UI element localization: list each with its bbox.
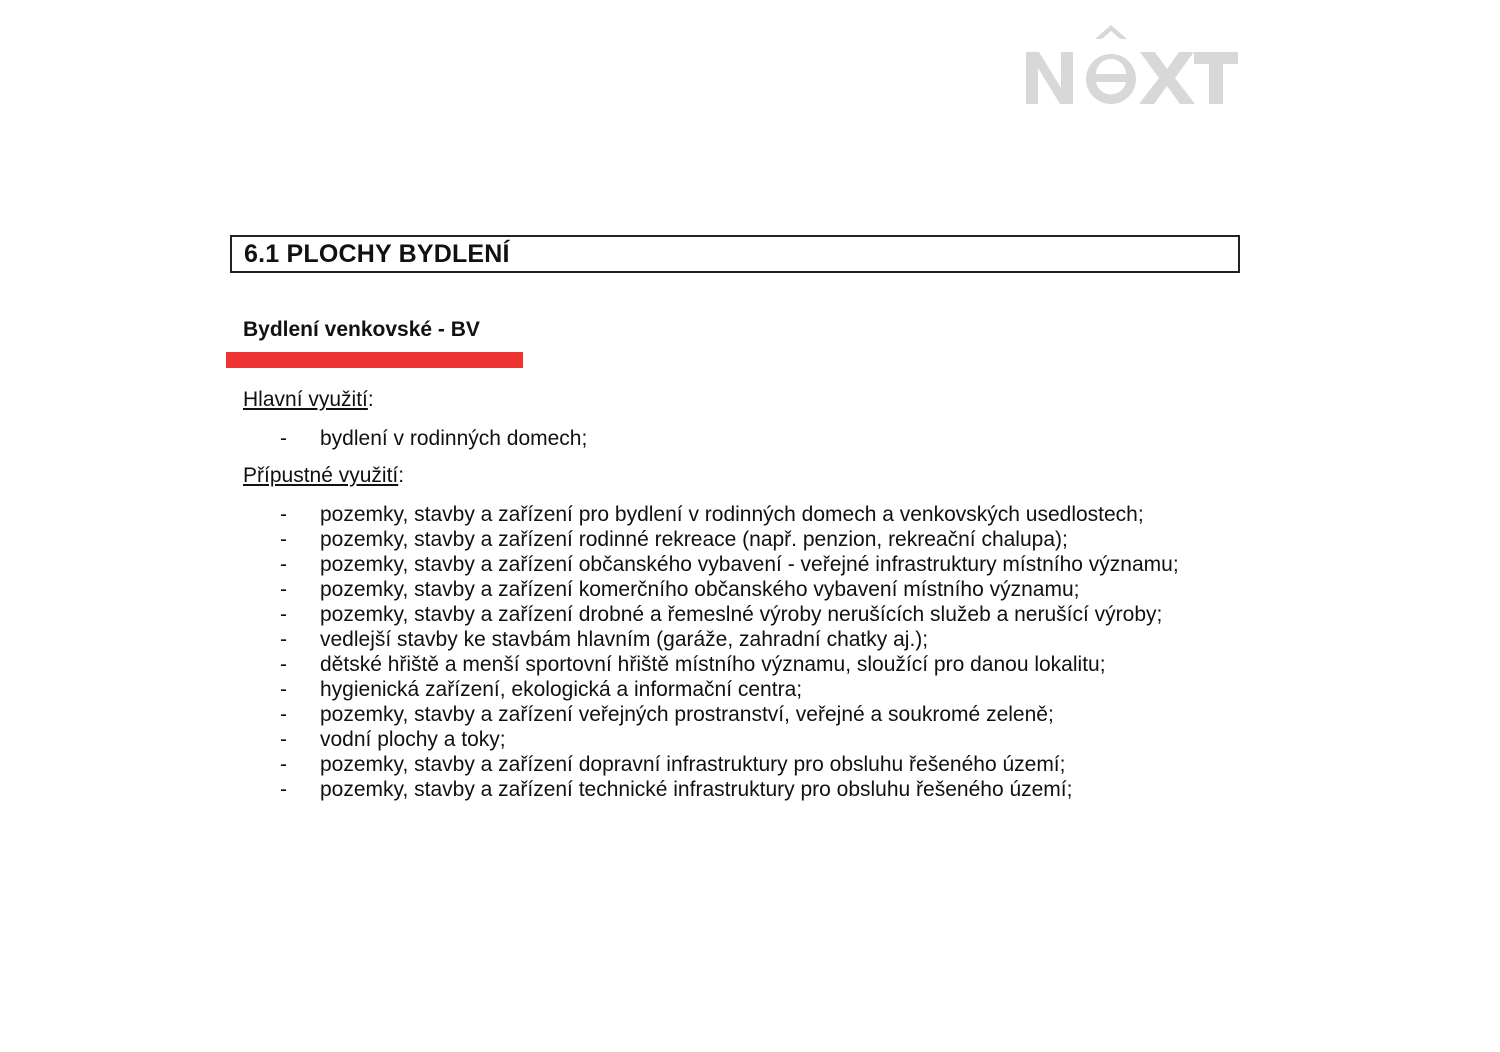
- next-logo-graphic: [1022, 22, 1242, 112]
- list-item-text: vodní plochy a toky;: [320, 728, 506, 751]
- main-use-heading: Hlavní využití:: [243, 388, 374, 411]
- list-item: [280, 602, 1179, 627]
- list-dash: -: [280, 503, 287, 526]
- list-item: [280, 627, 1179, 652]
- list-item-text: pozemky, stavby a zařízení drobné a řemeslné výroby nerušících služeb a nerušící výroby;: [320, 603, 1163, 626]
- main-use-list: [280, 426, 587, 451]
- list-dash: -: [280, 703, 287, 726]
- list-item: [280, 777, 1179, 802]
- list-item: [280, 577, 1179, 602]
- list-item-text: pozemky, stavby a zařízení pro bydlení v rodinných domech a venkovských usedlostech;: [320, 503, 1144, 526]
- list-item-text: pozemky, stavby a zařízení rodinné rekreace (např. penzion, rekreační chalupa);: [320, 528, 1068, 551]
- list-item-text: pozemky, stavby a zařízení technické infrastruktury pro obsluhu řešeného území;: [320, 778, 1073, 801]
- list-item-text: vedlejší stavby ke stavbám hlavním (garáže, zahradní chatky aj.);: [320, 628, 929, 651]
- permitted-use-list: [280, 502, 1179, 802]
- section-header-box: [230, 235, 1240, 273]
- list-item: [280, 426, 587, 451]
- list-dash: -: [280, 528, 287, 551]
- list-dash: -: [280, 753, 287, 776]
- list-item-text: pozemky, stavby a zařízení dopravní infrastruktury pro obsluhu řešeného území;: [320, 753, 1066, 776]
- section-title: 6.1 PLOCHY BYDLENÍ: [244, 239, 510, 268]
- list-item: [280, 527, 1179, 552]
- list-dash: -: [280, 427, 287, 450]
- list-item-text: hygienická zařízení, ekologická a informační centra;: [320, 678, 803, 701]
- list-item: [280, 727, 1179, 752]
- list-item: [280, 652, 1179, 677]
- list-item: [280, 702, 1179, 727]
- list-item-text: bydlení v rodinných domech;: [320, 427, 588, 450]
- list-dash: -: [280, 653, 287, 676]
- list-dash: -: [280, 728, 287, 751]
- list-item-text: pozemky, stavby a zařízení komerčního občanského vybavení místního významu;: [320, 578, 1080, 601]
- list-item: [280, 502, 1179, 527]
- list-dash: -: [280, 553, 287, 576]
- list-dash: -: [280, 603, 287, 626]
- list-dash: -: [280, 628, 287, 651]
- list-dash: -: [280, 778, 287, 801]
- list-item: [280, 752, 1179, 777]
- list-item-text: pozemky, stavby a zařízení veřejných prostranství, veřejné a soukromé zeleně;: [320, 703, 1054, 726]
- next-logo: [1022, 22, 1242, 112]
- list-item: [280, 677, 1179, 702]
- subsection-title: Bydlení venkovské - BV: [243, 318, 480, 341]
- list-dash: -: [280, 578, 287, 601]
- permitted-use-heading: Přípustné využití:: [243, 464, 405, 487]
- list-item: [280, 552, 1179, 577]
- list-item-text: dětské hřiště a menší sportovní hřiště místního významu, sloužící pro danou lokalitu;: [320, 653, 1106, 676]
- list-dash: -: [280, 678, 287, 701]
- list-item-text: pozemky, stavby a zařízení občanského vybavení - veřejné infrastruktury místního významu;: [320, 553, 1179, 576]
- subsection-accent-bar: [226, 352, 523, 368]
